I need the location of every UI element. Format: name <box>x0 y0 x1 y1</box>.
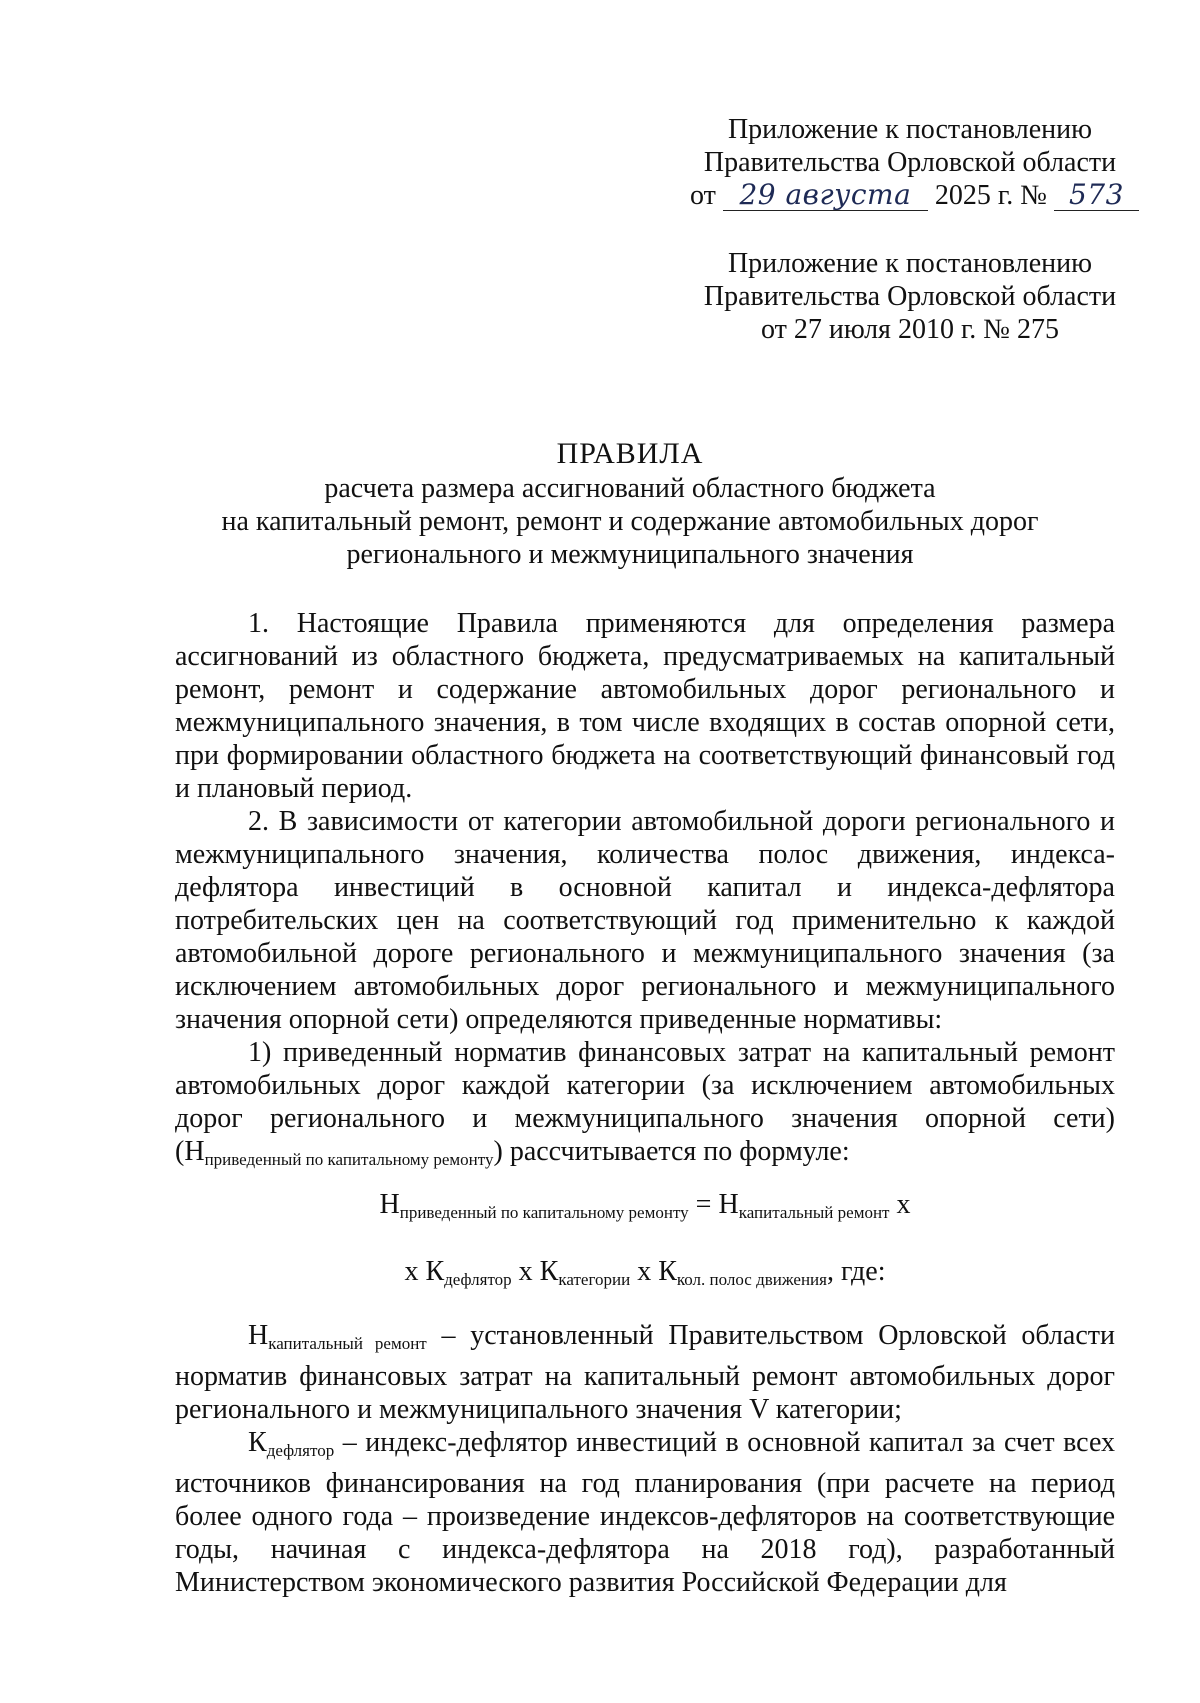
paragraph-2: 2. В зависимости от категории автомобильной дороги регионального и межмуниципального значения, количества полос движения, индекса-дефлятора инвестиций в основной капитал и индекса-дефлятора потребительских цен на соответствующий год применительно к каждой автомобильной дороге регионального и межмуниципального значения (за исключением автомобильных дорог регионального и межмуниципального значения опорной сети) определяются приведенные нормативы: <box>175 806 1115 1035</box>
stamp-line: Приложение к постановлению <box>727 248 1093 279</box>
subscript: капитальный ремонт <box>268 1334 427 1353</box>
stamp-year: 2025 г. № <box>934 180 1047 211</box>
stamp-line: Правительства Орловской области <box>703 281 1117 312</box>
formula-operator: = <box>688 1189 719 1220</box>
formula-symbol: Н <box>718 1189 739 1220</box>
subscript: дефлятор <box>266 1441 335 1460</box>
appendix-stamp-current <box>690 113 1130 212</box>
title-line: регионального и межмуниципального значения <box>346 539 914 570</box>
formula-symbol: Н <box>379 1189 400 1220</box>
stamp-line: от 27 июля 2010 г. № 275 <box>761 314 1059 345</box>
formula-subscript: капитальный ремонт <box>738 1203 890 1222</box>
stamp-line: Правительства Орловской области <box>703 147 1117 178</box>
formula-subscript: дефлятор <box>444 1270 512 1289</box>
formula-symbol: К <box>539 1256 559 1287</box>
title-line: на капитальный ремонт, ремонт и содержание автомобильных дорог <box>221 506 1039 537</box>
definition-text: – индекс-дефлятор инвестиций в основной капитал за счет всех источников финансирования на год планирования (при расчете на период более одного года – произведение индексов-дефляторов на соответствующие годы, начиная с индекса-дефлятора на 2018 год), разработанный Министерством экономического развития Российской Федерации для <box>175 1427 1115 1598</box>
subscript: приведенный по капитальному ремонту <box>204 1150 494 1169</box>
handwritten-number: 573 <box>1054 180 1139 211</box>
formula-where: , где: <box>826 1256 886 1287</box>
formula-line-1 <box>175 1188 1115 1229</box>
appendix-stamp-original <box>690 247 1130 346</box>
document-title <box>200 437 1060 571</box>
stamp-line: Приложение к постановлению <box>727 114 1093 145</box>
formula-subscript: кол. полос движения <box>676 1270 827 1289</box>
title-heading: ПРАВИЛА <box>556 437 704 470</box>
definition-text: – установленный Правительством Орловской области норматив финансовых затрат на капитальный ремонт автомобильных дорог регионального и межмуниципального значения V категории; <box>175 1320 1115 1425</box>
formula-operator: х <box>404 1256 426 1287</box>
definition-n-capital-repair <box>175 1319 1115 1426</box>
formula-operator: х <box>889 1189 911 1220</box>
definition-k-deflator <box>175 1426 1115 1599</box>
handwritten-date: 29 августа <box>723 180 928 211</box>
symbol: Н <box>248 1320 269 1351</box>
formula-symbol: К <box>425 1256 445 1287</box>
formula-symbol: К <box>658 1256 677 1287</box>
stamp-prefix: от <box>690 180 716 211</box>
formula-operator: х <box>511 1256 540 1287</box>
stamp-date-line <box>690 179 1130 212</box>
formula-subscript: категории <box>558 1270 631 1289</box>
item-text-end: ) рассчитывается по формуле: <box>493 1136 850 1167</box>
symbol: К <box>248 1427 267 1458</box>
item-text: 1) приведенный норматив финансовых затрат на капитальный ремонт автомобильных дорог каждой категории (за исключением автомобильных дорог регионального и межмуниципального значения опорной сети) ( <box>175 1037 1115 1167</box>
symbol: Н <box>184 1136 205 1167</box>
formula-line-2 <box>175 1255 1115 1296</box>
formula-subscript: приведенный по капитальному ремонту <box>399 1203 689 1222</box>
paragraph-2-item-1 <box>175 1036 1115 1176</box>
paragraph-1: 1. Настоящие Правила применяются для определения размера ассигнований из областного бюджета, предусматриваемых на капитальный ремонт, ремонт и содержание автомобильных дорог регионального и межмуниципального значения, в том числе входящих в состав опорной сети, при формировании областного бюджета на соответствующий финансовый год и плановый период. <box>175 608 1115 804</box>
document-body <box>175 607 1115 1176</box>
formula-definitions <box>175 1319 1115 1599</box>
formula-operator: х <box>630 1256 659 1287</box>
title-line: расчета размера ассигнований областного бюджета <box>324 473 936 504</box>
